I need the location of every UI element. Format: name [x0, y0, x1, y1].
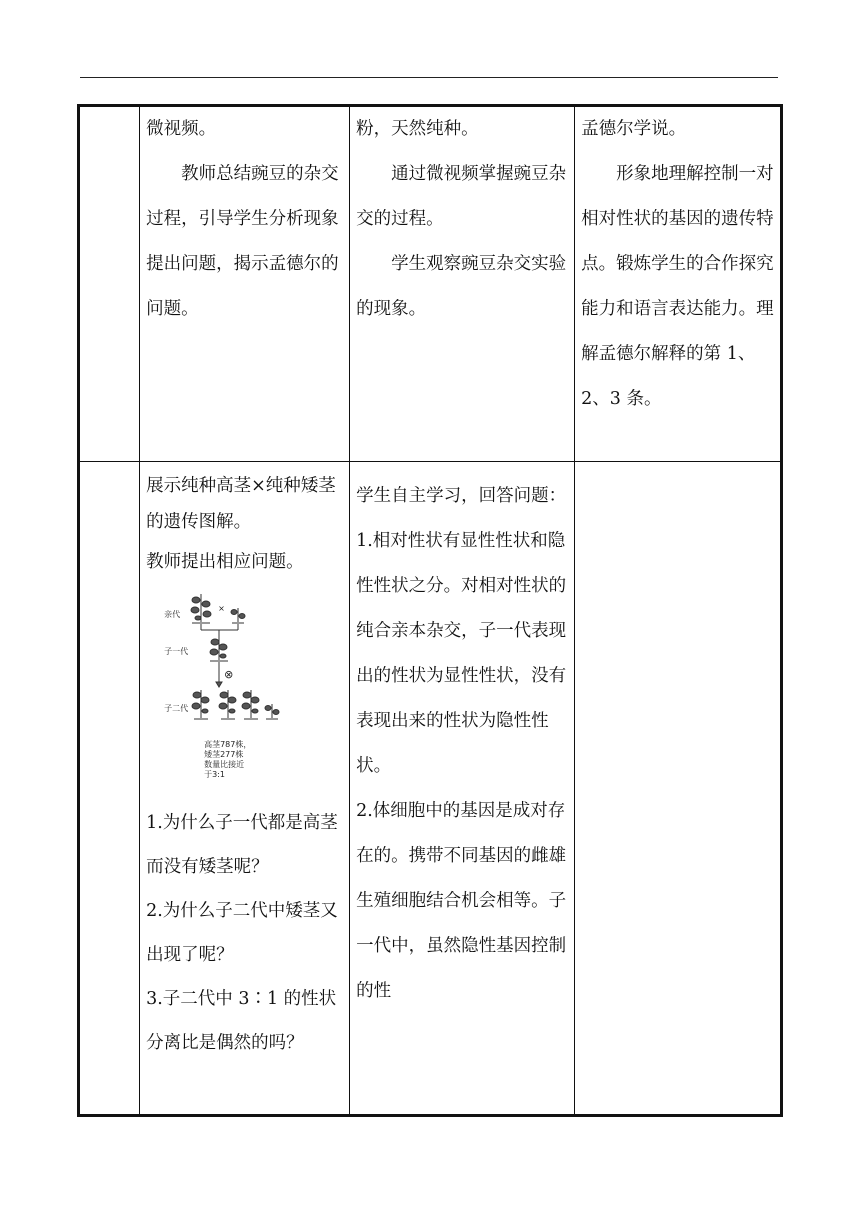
cross-symbol: ×	[218, 604, 225, 613]
answer-text: 2.体细胞中的基因是成对存在的。携带不同基因的雌雄生殖细胞结合机会相等。子一代中，虽然隐性基因控制的性	[356, 801, 567, 1001]
student-text: 学生观察豌豆杂交实验的现象。	[356, 254, 567, 319]
self-pollination-symbol: ⊗	[224, 668, 234, 681]
f2-count-note: 高茎787株， 矮茎277株 数量比接近 于3:1	[204, 740, 252, 779]
design-intent-cell	[575, 106, 782, 462]
student-text: 通过微视频掌握豌豆杂交的过程。	[356, 164, 567, 229]
teacher-text: 展示纯种高茎×纯种矮茎的遗传图解。	[146, 476, 336, 532]
teacher-text: 教师总结豌豆的杂交过程，引导学生分析现象提出问题，揭示孟德尔的问题。	[146, 164, 339, 319]
lesson-plan-table	[77, 104, 783, 1117]
teacher-text: 微视频。	[146, 119, 217, 139]
header-rule	[80, 77, 778, 78]
intent-text: 形象地理解控制一对相对性状的基因的遗传特点。锻炼学生的合作探究能力和语言表达能力。理解孟德尔解释的第 1、2、3 条。	[581, 164, 774, 409]
teacher-text: 教师提出相应问题。	[146, 552, 304, 572]
student-text: 粉，天然纯种。	[356, 119, 479, 139]
stage-cell	[79, 106, 140, 462]
question-text: 1.为什么子一代都是高茎而没有矮茎呢？	[146, 813, 338, 877]
design-intent-cell	[575, 462, 782, 1116]
stage-cell	[79, 462, 140, 1116]
inheritance-diagram	[146, 592, 336, 797]
question-text: 2.为什么子二代中矮茎又出现了呢？	[146, 901, 338, 965]
student-text: 学生自主学习，回答问题：	[356, 486, 567, 506]
teacher-activity-cell	[140, 106, 350, 462]
f1-generation-label: 子一代	[164, 647, 189, 656]
f2-generation-label: 子二代	[164, 704, 189, 713]
question-text: 3.子二代中 3∶1 的性状分离比是偶然的吗？	[146, 989, 337, 1053]
teacher-activity-cell	[140, 462, 350, 1116]
table-row	[79, 106, 782, 462]
student-activity-cell	[350, 462, 575, 1116]
table-row	[79, 462, 782, 1116]
parent-generation-label: 亲代	[164, 610, 181, 619]
answer-text: 1.相对性状有显性性状和隐性性状之分。对相对性状的纯合亲本杂交，子一代表现出的性状为显性性状，没有表现出来的性状为隐性性状。	[356, 531, 567, 776]
student-activity-cell	[350, 106, 575, 462]
intent-text: 孟德尔学说。	[581, 119, 687, 139]
